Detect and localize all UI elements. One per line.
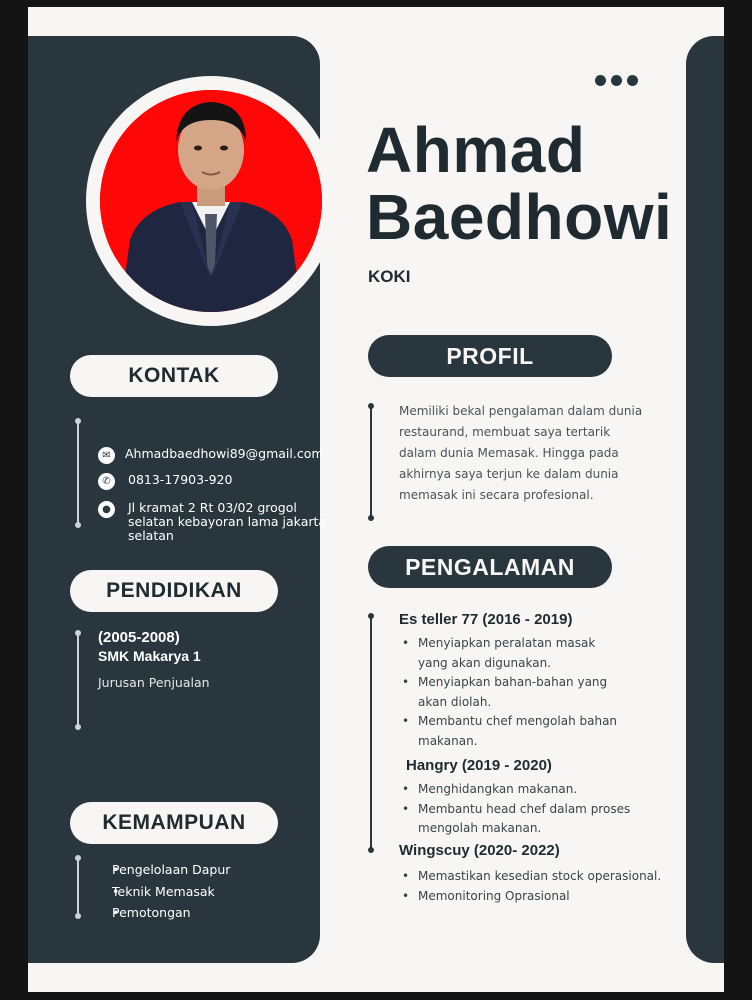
education-years: (2005-2008) <box>98 629 180 646</box>
job-title: Es teller 77 (2016 - 2019) <box>399 611 573 628</box>
education-entry <box>98 628 210 690</box>
list-item: • Memonitoring Oprasional <box>400 887 661 907</box>
location-icon: ● <box>98 501 115 518</box>
list-item: • Menyiapkan bahan-bahan yang akan diolah. <box>400 673 617 712</box>
job-title: Wingscuy (2020- 2022) <box>399 842 560 859</box>
kontak-heading: KONTAK <box>70 355 278 397</box>
kemampuan-heading: KEMAMPUAN <box>70 802 278 844</box>
kontak-divider <box>77 421 79 525</box>
profile-photo <box>100 90 322 312</box>
person-name: Ahmad Baedhowi <box>366 114 673 253</box>
education-major: Jurusan Penjualan <box>98 675 210 690</box>
address-row <box>98 501 326 543</box>
list-item: • Teknik Memasak <box>112 881 230 903</box>
address-text: Jl kramat 2 Rt 03/02 grogol selatan kebayoran lama jakarta selatan <box>128 500 327 543</box>
profil-heading: PROFIL <box>368 335 612 377</box>
profile-paragraph: Memiliki bekal pengalaman dalam dunia restaurand, membuat saya tertarik dalam dunia Memasak. Hingga pada akhirnya saya terjun ke dalam dunia memasak ini secara profesional. <box>399 404 643 502</box>
list-item: • Pemotongan <box>112 902 230 924</box>
phone-icon: ✆ <box>98 473 115 490</box>
pendidikan-heading: PENDIDIKAN <box>70 570 278 612</box>
email-icon: ✉ <box>98 447 115 464</box>
list-item: • Menghidangkan makanan. <box>400 780 630 800</box>
email-row <box>98 447 324 464</box>
job-bullets <box>400 867 661 906</box>
list-item: • Pengelolaan Dapur <box>112 859 230 881</box>
pengalaman-divider <box>370 616 372 850</box>
job-bullets <box>400 634 617 751</box>
list-item: • Membantu chef mengolah bahan makanan. <box>400 712 617 751</box>
kemampuan-divider <box>77 858 79 916</box>
right-decorative-strip <box>686 36 724 963</box>
pendidikan-divider <box>77 633 79 727</box>
job-bullets <box>400 780 630 839</box>
education-school: SMK Makarya 1 <box>98 648 201 664</box>
email-text: Ahmadbaedhowi89@gmail.com <box>125 446 324 461</box>
job-title: Hangry (2019 - 2020) <box>406 757 552 774</box>
skills-list <box>98 859 230 924</box>
pengalaman-heading: PENGALAMAN <box>368 546 612 588</box>
phone-text: 0813-17903-920 <box>128 472 233 487</box>
list-item: • Memastikan kesedian stock operasional. <box>400 867 661 887</box>
list-item: • Membantu head chef dalam proses mengolah makanan. <box>400 800 630 839</box>
list-item: • Menyiapkan peralatan masak yang akan digunakan. <box>400 634 617 673</box>
more-dots-icon <box>595 75 638 86</box>
profil-divider <box>370 406 372 518</box>
resume-page <box>28 7 724 992</box>
job-role: KOKI <box>368 267 411 286</box>
phone-row <box>98 473 232 490</box>
